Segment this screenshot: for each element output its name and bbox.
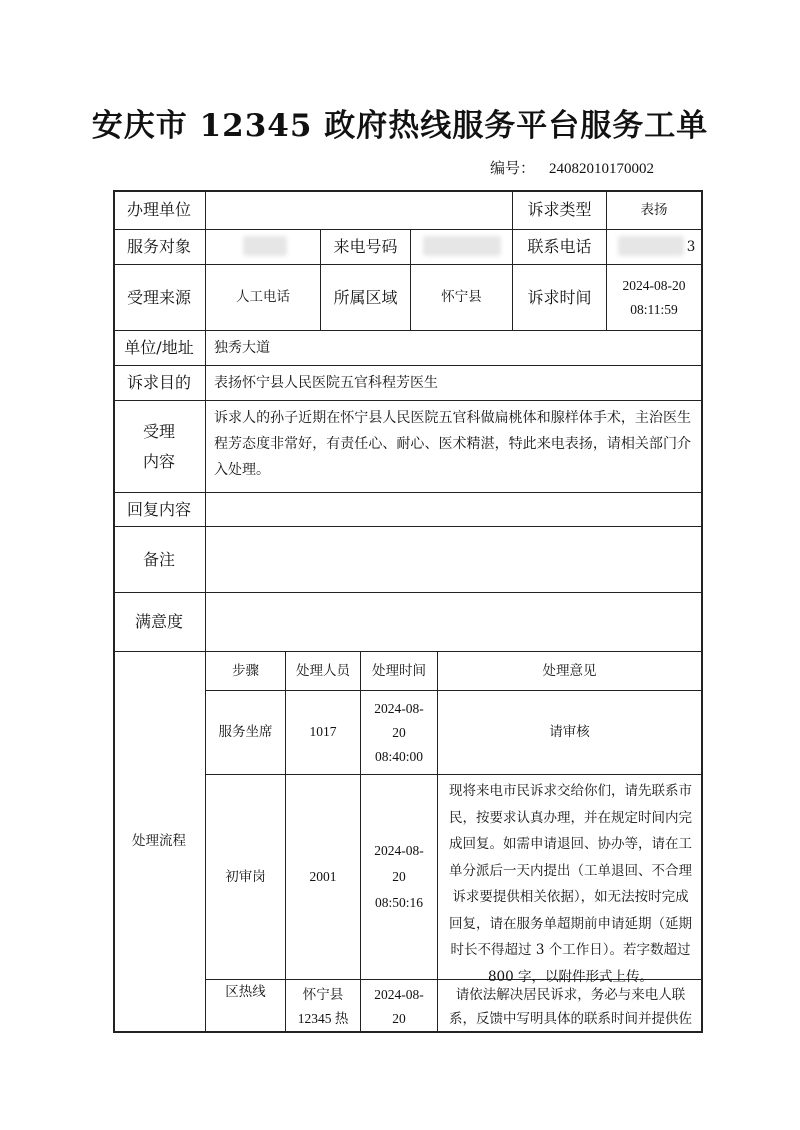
process-row-1-person: 1017 [309, 724, 337, 740]
time-label: 诉求时间 [527, 287, 592, 307]
process-row-2-opinion: 现将来电市民诉求交给你们，请先联系市民，按要求认真办理，并在规定时间内完成回复。如需申请退回、协办等，请在工单分派后一天内提出（工单退回、不合理诉求要提供相关依据），如无法按时完成回复，请在服务单超期前申请延期（延期时长不得超过 3 个工作日）。若字数超过 800 字，以附件形式上传。 [449, 783, 692, 985]
target-redacted [243, 236, 287, 256]
serial-number [490, 157, 654, 178]
process-row-3-opinion: 请依法解决居民诉求，务必与来电人联系，反馈中写明具体的联系时间并提供佐 [449, 987, 692, 1027]
contact-tail: 3 [686, 238, 696, 255]
remark-label: 备注 [142, 549, 175, 569]
request-time [607, 265, 701, 330]
unit-label: 办理单位 [126, 200, 191, 219]
process-row-1-opinion: 请审核 [549, 724, 590, 741]
request-date: 2024-08-20 [622, 277, 686, 293]
serial-label: 编号： [490, 159, 536, 177]
process-row-3-person: 怀宁县 12345 热 [297, 987, 349, 1026]
contact-redacted [618, 236, 684, 256]
process-row-2-person: 2001 [309, 868, 337, 884]
process-row-1-time: 2024-08- 20 08:40:00 [374, 700, 424, 764]
reply-value [206, 493, 701, 526]
area-value: 怀宁县 [441, 289, 482, 306]
reply-label: 回复内容 [126, 499, 191, 519]
work-order-form [113, 190, 703, 1033]
purpose-label: 诉求目的 [126, 373, 191, 392]
area-label: 所属区域 [333, 287, 398, 307]
process-header-time: 处理时间 [372, 662, 426, 679]
process-header-opinion: 处理意见 [542, 662, 597, 679]
unit-value [206, 190, 512, 230]
type-label: 诉求类型 [527, 200, 592, 219]
request-clock: 08:11:59 [630, 301, 678, 317]
contact-label: 联系电话 [527, 237, 592, 256]
purpose-value: 表扬怀宁县人民医院五官科程芳医生 [214, 374, 438, 391]
caller-redacted [423, 236, 501, 256]
address-value: 独秀大道 [214, 339, 270, 356]
content-value: 诉求人的孙子近期在怀宁县人民医院五官科做扁桃体和腺样体手术，主治医生程芳态度非常好，有责任心、耐心、医术精湛，特此来电表扬，请相关部门介入处理。 [214, 410, 691, 478]
source-label: 受理来源 [126, 287, 191, 307]
caller-label: 来电号码 [333, 237, 398, 256]
type-value: 表扬 [640, 201, 668, 218]
process-row-1-step: 服务坐席 [218, 724, 273, 741]
process-header-person: 处理人员 [296, 662, 350, 679]
process-row-3-step: 区热线 [225, 983, 266, 1000]
process-row-2-step: 初审岗 [225, 868, 266, 885]
process-label: 处理流程 [132, 833, 186, 850]
serial-value: 24082010170002 [549, 161, 655, 177]
address-label: 单位/地址 [124, 338, 194, 357]
source-value: 人工电话 [236, 289, 290, 306]
process-header-step: 步骤 [232, 662, 259, 679]
target-label: 服务对象 [126, 237, 191, 256]
process-row-3-time: 2024-08- 20 [374, 987, 424, 1026]
document-title: 安庆市 12345 政府热线服务平台服务工单 [91, 108, 709, 144]
content-label: 受理 内容 [142, 421, 175, 471]
satisfaction-label: 满意度 [134, 612, 183, 631]
process-row-2-time: 2024-08- 20 08:50:16 [374, 843, 424, 910]
